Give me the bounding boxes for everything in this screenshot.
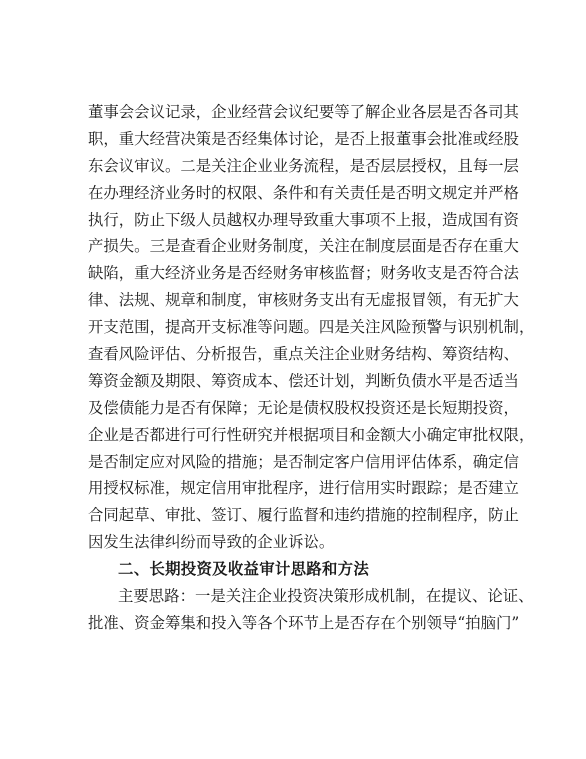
body-line: 合同起草、审批、签订、履行监督和违约措施的控制程序，防止: [88, 506, 519, 525]
body-line: 及偿债能力是否有保障；无论是债权股权投资还是长短期投资，: [88, 398, 519, 417]
body-line: 执行，防止下级人员越权办理导致重大事项不上报，造成国有资: [88, 210, 519, 229]
body-line: 产损失。三是查看企业财务制度，关注在制度层面是否存在重大: [88, 237, 519, 256]
body-line: 批准、资金筹集和投入等各个环节上是否存在个别领导“拍脑门”: [88, 613, 520, 632]
body-line: 用授权标准，规定信用审批程序，进行信用实时跟踪；是否建立: [88, 479, 519, 498]
document-body: [88, 99, 535, 637]
body-line: 企业是否都进行可行性研究并根据项目和金额大小确定审批权限，: [88, 425, 535, 444]
body-line: 是否制定应对风险的措施；是否制定客户信用评估体系，确定信: [88, 452, 519, 471]
body-line: 筹资金额及期限、筹资成本、偿还计划，判断负债水平是否适当: [88, 371, 519, 390]
body-line: 董事会会议记录，企业经营会议纪要等了解企业各层是否各司其: [88, 103, 519, 121]
body-line: 律、法规、规章和制度，审核财务支出有无虚报冒领，有无扩大: [88, 291, 519, 310]
body-line: 因发生法律纠纷而导致的企业诉讼。: [88, 533, 335, 552]
body-line: 查看风险评估、分析报告，重点关注企业财务结构、筹资结构、: [88, 345, 519, 364]
body-line: 主要思路：一是关注企业投资决策形成机制，在提议、论证、: [118, 587, 534, 606]
body-line: 东会议审议。二是关注企业业务流程，是否层层授权，且每一层: [88, 156, 519, 175]
body-line: 开支范围，提高开支标准等问题。四是关注风险预警与识别机制，: [88, 318, 535, 337]
section-heading: 二、长期投资及收益审计思路和方法: [118, 560, 370, 579]
body-line: 职，重大经营决策是否经集体讨论，是否上报董事会批准或经股: [88, 129, 519, 148]
body-line: 在办理经济业务时的权限、条件和有关责任是否明文规定并严格: [88, 183, 519, 202]
body-line: 缺陷，重大经济业务是否经财务审核监督；财务收支是否符合法: [88, 264, 519, 283]
